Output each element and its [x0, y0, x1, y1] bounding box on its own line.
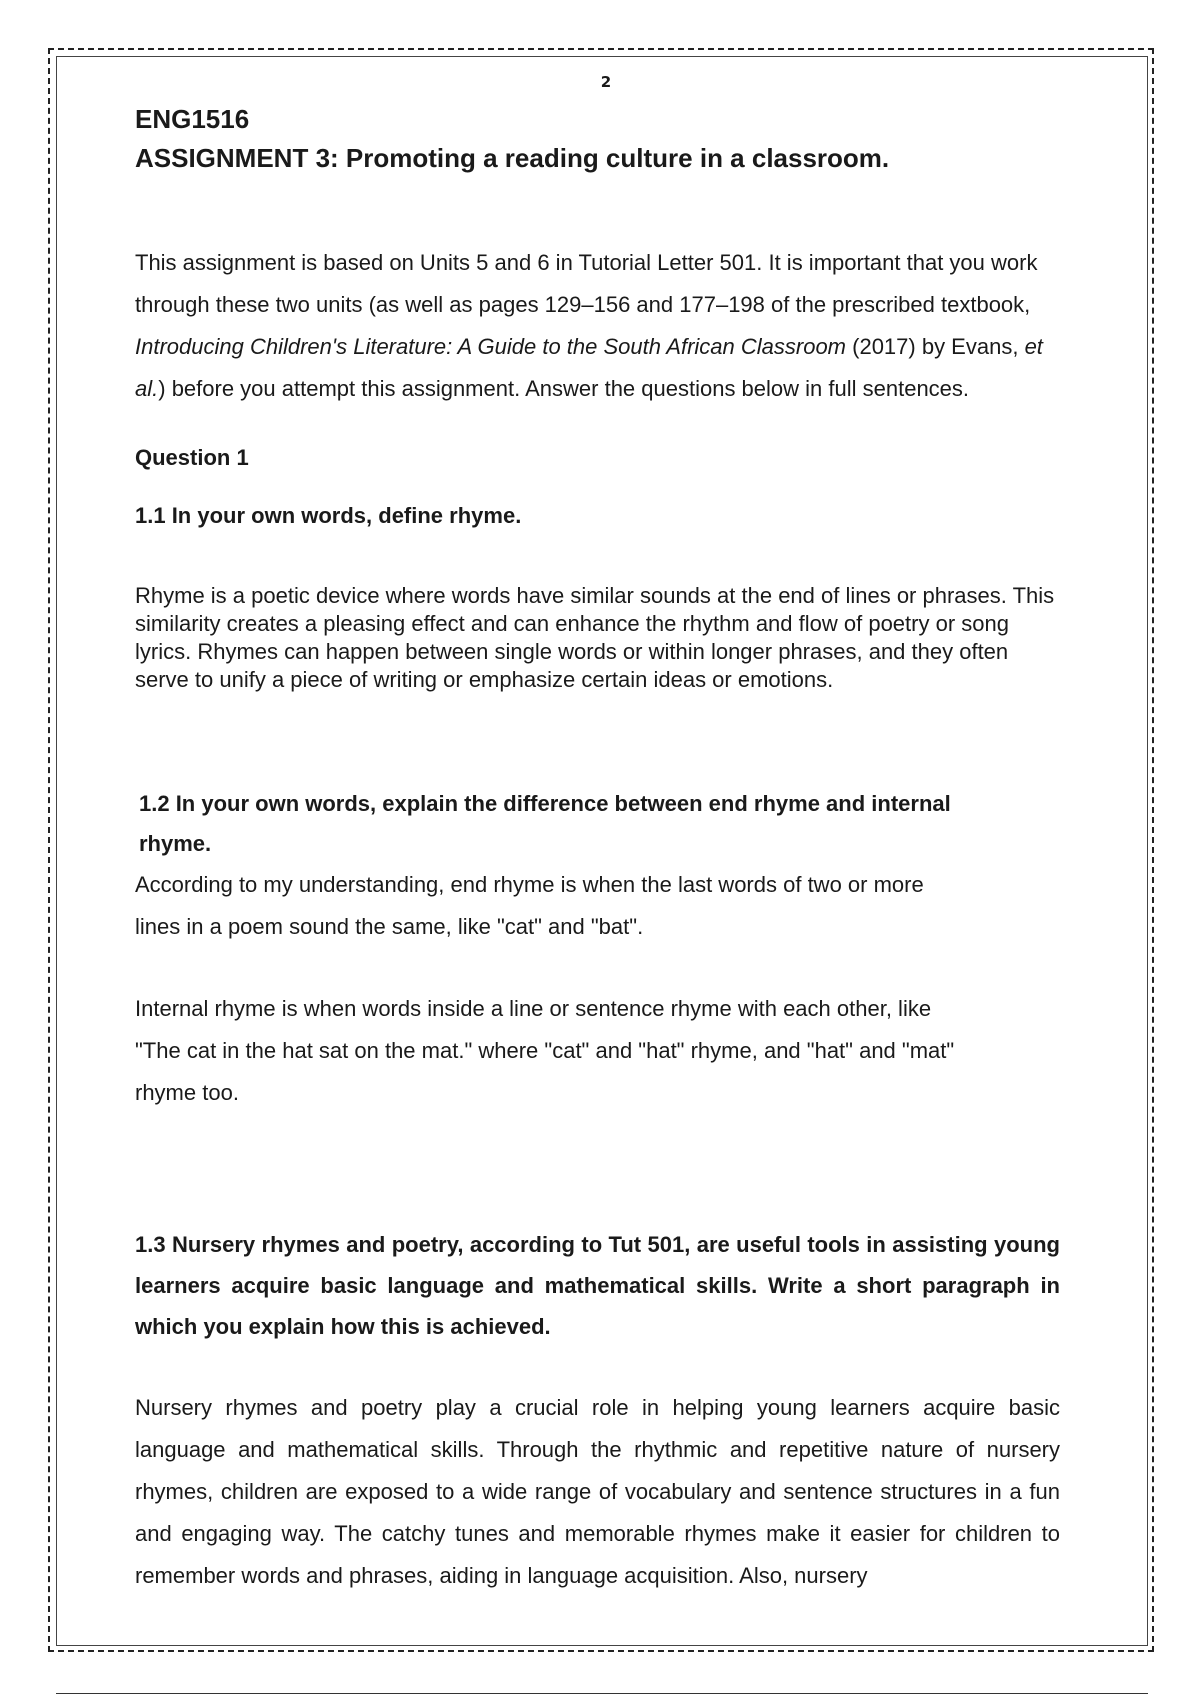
page-number: 2 [600, 73, 612, 91]
et-al: et al. [135, 334, 1043, 401]
document-body [135, 100, 1060, 1597]
question-1-2-answer-p2: Internal rhyme is when words inside a line or sentence rhyme with each other, like "The cat in the hat sat on the mat." where "cat" and "hat" rhyme, and "hat" and "mat" rhyme too. [135, 996, 955, 1105]
bottom-rule [56, 1693, 1148, 1694]
question-1-3-prompt: 1.3 Nursery rhymes and poetry, according to Tut 501, are useful tools in assisting young learners acquire basic language and mathematical skills. Write a short paragraph in which you explain how this is achieved. [135, 1232, 1060, 1339]
intro-paragraph [135, 242, 1060, 410]
course-code: ENG1516 [135, 104, 250, 134]
book-title: Introducing Children's Literature: A Guide to the South African Classroom [135, 334, 847, 359]
question-1-3-answer: Nursery rhymes and poetry play a crucial role in helping young learners acquire basic language and mathematical skills. Through the rhythmic and repetitive nature of nursery rhymes, children are exposed to a wide range of vocabulary and sentence structures in a fun and engaging way. The catchy tunes and memorable rhymes make it easier for children to remember words and phrases, aiding in language acquisition. Also, nursery [135, 1395, 1060, 1588]
question-1-1-answer: Rhyme is a poetic device where words have similar sounds at the end of lines or phrases. This similarity creates a pleasing effect and can enhance the rhythm and flow of poetry or song lyrics. Rhymes can happen between single words or within longer phrases, and they often serve to unify a piece of writing or emphasize certain ideas or emotions. [135, 583, 1055, 692]
question-1-1-prompt: 1.1 In your own words, define rhyme. [135, 503, 522, 528]
intro-text-2: (2017) by Evans, [846, 334, 1025, 359]
question-1-heading: Question 1 [135, 445, 249, 470]
question-1-2-prompt: 1.2 In your own words, explain the difference between end rhyme and internal rhyme. [139, 791, 951, 856]
assignment-title: ASSIGNMENT 3: Promoting a reading culture in a classroom. [135, 143, 890, 173]
question-1-2-answer-p1: According to my understanding, end rhyme is when the last words of two or more lines in a poem sound the same, like "cat" and "bat". [135, 872, 924, 939]
intro-text-1: This assignment is based on Units 5 and 6 in Tutorial Letter 501. It is important that you work through these two units (as well as pages 129–156 and 177–198 of the prescribed textbook, [135, 250, 1038, 317]
intro-text-3: ) before you attempt this assignment. Answer the questions below in full sentences. [158, 376, 970, 401]
